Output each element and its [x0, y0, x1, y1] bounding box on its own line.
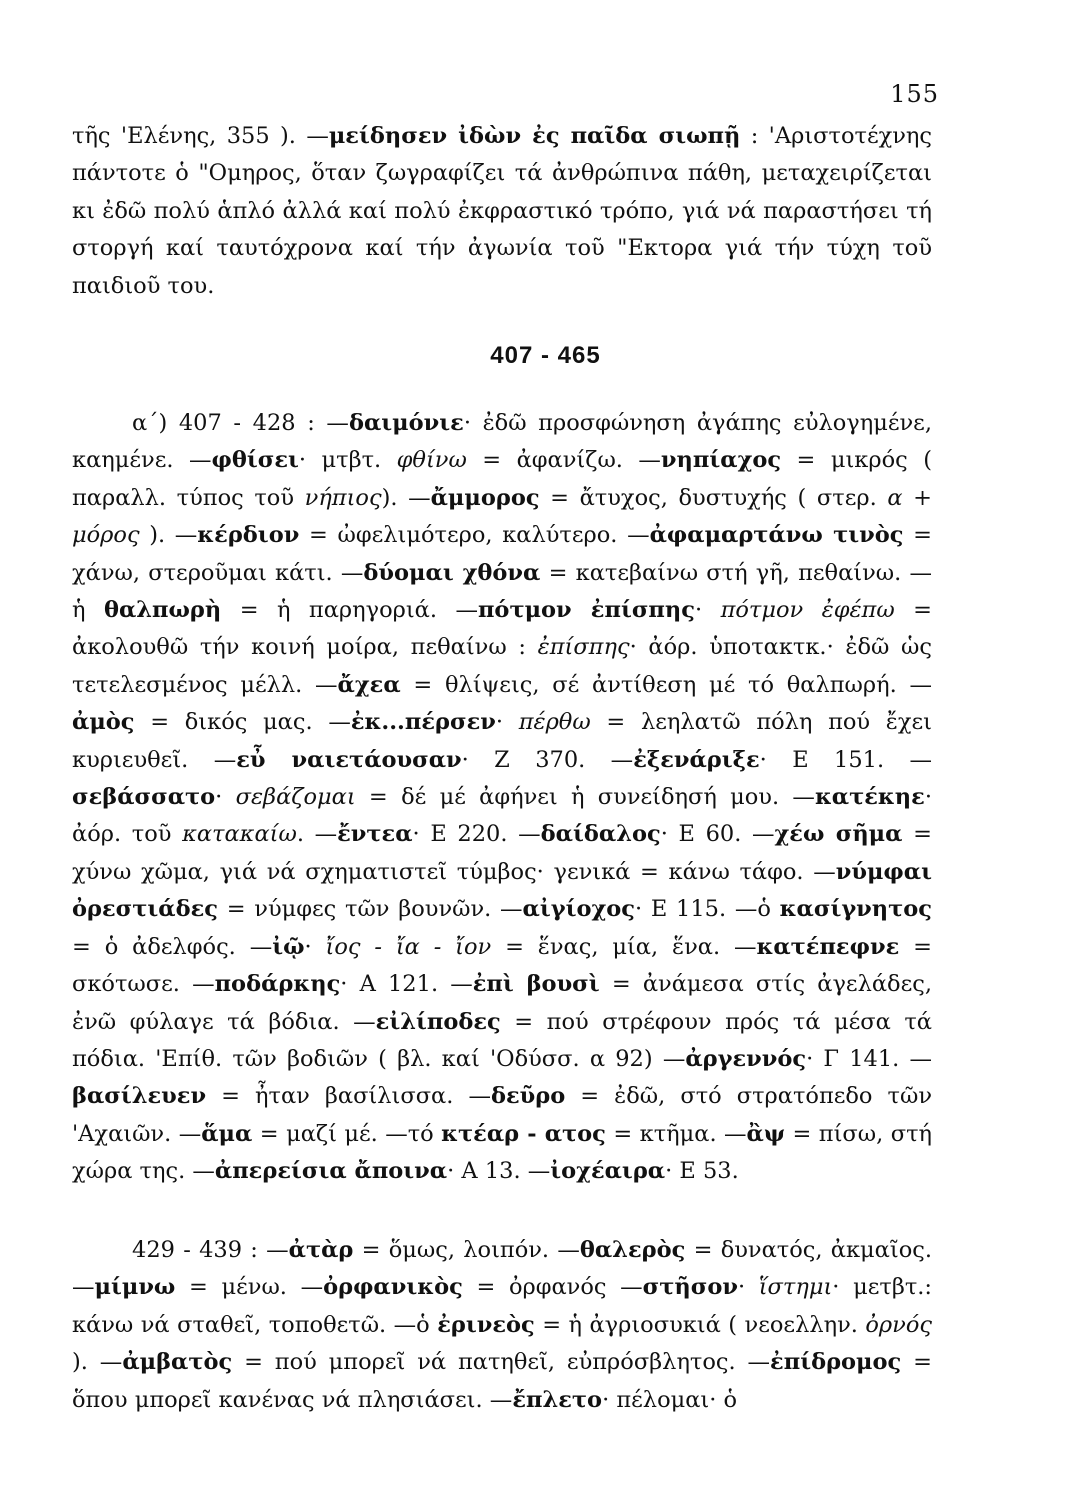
- lemma: ἐπίδρομος: [770, 1349, 902, 1376]
- lemma: νύμφαι ὀρεστιάδες: [72, 858, 932, 923]
- lemma: βασίλευεν: [72, 1083, 207, 1110]
- lemma: ἐξενάριξε: [633, 746, 760, 773]
- lemma: κατέκηε: [814, 784, 925, 811]
- text-run: · Ε 53.: [665, 1158, 739, 1185]
- italic-term: πέρθω: [518, 709, 591, 736]
- text-run: = ἡ παρηγοριά. —: [221, 597, 478, 624]
- lemma: ἀργεννός: [685, 1045, 807, 1072]
- lemma: κατέπεφνε: [756, 933, 900, 960]
- text-run: ). —: [381, 484, 431, 511]
- lemma: ἄμμορος: [430, 484, 540, 511]
- lemma: δαιμόνιε: [348, 410, 464, 436]
- text-run: τῆς 'Ελένης, 355 ). —: [72, 123, 329, 149]
- lemma: ἀτὰρ: [288, 1237, 354, 1263]
- lemma: ἔντεα: [337, 821, 413, 848]
- lemma: ἐκ...πέρσεν: [350, 709, 496, 736]
- text-run: = ἐδῶ, στό στρατόπεδο τῶν 'Αχαιῶν. —: [72, 1083, 932, 1147]
- italic-term: ἵστημι: [758, 1274, 833, 1301]
- commentary-407-428: [72, 405, 932, 1191]
- text-run: ·: [737, 1274, 759, 1301]
- text-run: α΄) 407 - 428 : —: [132, 410, 349, 436]
- italic-term: σεβάζομαι: [235, 784, 356, 811]
- text-run: = δυνατός, ἀκμαῖος. —: [72, 1237, 932, 1301]
- lemma: ἅμα: [201, 1120, 253, 1147]
- lemma: στῆσον: [642, 1274, 738, 1301]
- lemma: χέω σῆμα: [774, 821, 903, 848]
- text-run: · μετβτ.: κάνω νά σταθεῖ, τοποθετῶ. —ὁ: [72, 1274, 933, 1338]
- italic-term: α + μόρος: [72, 484, 932, 549]
- text-run: · Γ 141. —: [806, 1045, 932, 1072]
- text-run: = μικρός ( παραλλ. τύπος τοῦ: [72, 447, 932, 511]
- lemma: ἐρινεὸς: [437, 1311, 535, 1338]
- lemma: ἐπὶ βουσὶ: [472, 971, 600, 998]
- intro-text: [72, 118, 932, 305]
- text-run: = πού μπορεῖ νά πατηθεῖ, εὐπρόσβλητος. —: [232, 1349, 771, 1376]
- text-run: = ἀνάμεσα στίς ἀγελάδες, ἐνῶ φύλαγε τά βόδια. —: [72, 971, 932, 1035]
- lemma: ἀμὸς: [72, 709, 135, 736]
- italic-term: ἴος - ἴα - ἴον: [325, 933, 492, 960]
- lemma: θαλερὸς: [579, 1237, 686, 1263]
- text-run: = ἀφανίζω. —: [466, 447, 661, 474]
- text-run: = θλίψεις, σέ ἀντίθεση μέ τό θαλπωρή. —: [400, 671, 932, 698]
- text-run: ·: [694, 597, 721, 624]
- lemma: κασίγνητος: [779, 896, 932, 923]
- text-run: · ἀόρ. ὑποτακτκ.· ἐδῶ ὡς τετελεσμένος μέλλ. —: [72, 634, 933, 698]
- lemma: δεῦρο: [490, 1083, 566, 1110]
- page-number: 155: [890, 80, 939, 108]
- intro-paragraph: [72, 118, 932, 305]
- text-run: · μτβτ.: [298, 447, 397, 474]
- text-run: ). —: [72, 1349, 123, 1376]
- lemma: πότμον ἐπίσπης: [477, 597, 695, 624]
- text-run: 429 - 439 : —: [132, 1237, 289, 1263]
- lemma: ἂψ: [746, 1120, 786, 1147]
- italic-term: ὀρνός: [865, 1311, 932, 1338]
- lemma: δαίδαλος: [540, 821, 661, 848]
- text-run: = ὠφελιμότερο, καλύτερο. —: [299, 522, 650, 549]
- lemma: κτέαρ - ατος: [441, 1120, 606, 1147]
- text-run: = χύνω χῶμα, γιά νά σχηματιστεῖ τύμβος· γενικά = κάνω τάφο. —: [72, 821, 932, 885]
- text-run: ). —: [139, 522, 198, 549]
- italic-term: ἐπίσπης: [537, 634, 630, 661]
- text-run: = ἡ ἀγριοσυκιά ( νεοελλην.: [534, 1311, 866, 1338]
- text-run: = πού στρέφουν πρός τά μέσα τά πόδια. 'Επίθ. τῶν βοδιῶν ( βλ. καί 'Οδύσσ. α 92) —: [72, 1008, 932, 1072]
- text-run: ·: [304, 933, 326, 960]
- text-run: = ὀρφανός —: [462, 1274, 643, 1301]
- commentary-429-439-text: [72, 1232, 932, 1419]
- text-run: = ἕνας, μία, ἕνα. —: [491, 933, 757, 960]
- italic-term: φθίνω: [396, 447, 467, 474]
- text-run: ·: [495, 709, 519, 736]
- lemma: εἰλίποδες: [375, 1008, 501, 1035]
- lemma: δύομαι χθόνα: [363, 559, 541, 586]
- text-run: : 'Αριστοτέχνης πάντοτε ὁ "Ομηρος, ὅταν ζωγραφίζει τά ἀνθρώπινα πάθη, μεταχειρίζεται κι ἐδῶ πολύ ἁπλό ἀλλά καί πολύ ἐκφραστικό τρόπο, γιά νά παραστήσει τή στοργή καί ταυτόχρονα καί τήν ἀγωνία τοῦ "Εκτορα γιά τήν τύχη τοῦ παιδιοῦ του.: [72, 123, 932, 299]
- italic-term: πότμον ἐφέπω: [720, 597, 895, 624]
- lemma: κέρδιον: [197, 522, 300, 549]
- lemma: ἰῷ: [272, 933, 305, 960]
- lemma: μείδησεν ἰδὼν ἐς παῖδα σιωπῇ: [328, 123, 741, 149]
- text-run: = σκότωσε. —: [72, 933, 932, 998]
- text-run: · πέλομαι· ὁ: [602, 1386, 738, 1413]
- text-run: = δέ μέ ἀφήνει ἡ συνείδησή μου. —: [355, 784, 815, 811]
- text-run: · Ζ 370. —: [461, 746, 634, 773]
- lemma: ἀφαμαρτάνω τινὸς: [649, 522, 904, 549]
- lemma: ἀμβατὸς: [122, 1349, 233, 1376]
- text-run: = νύμφες τῶν βουνῶν. —: [217, 896, 523, 923]
- lemma: αἰγίοχος: [522, 896, 636, 923]
- text-run: · Ε 220. —: [412, 821, 541, 848]
- text-run: = ἄτυχος, δυστυχής ( στερ.: [539, 484, 888, 511]
- lemma: μίμνω: [94, 1274, 176, 1301]
- italic-term: νήπιος: [304, 484, 382, 511]
- text-run: = πίσω, στή χώρα της. —: [72, 1120, 932, 1185]
- lemma: εὖ ναιετάουσαν: [236, 746, 462, 773]
- text-run: . —: [296, 821, 338, 848]
- text-run: · Α 121. —: [340, 971, 473, 998]
- text-run: = μαζί μέ. —τό: [252, 1120, 442, 1147]
- text-run: = κτῆμα. —: [605, 1120, 747, 1147]
- commentary-429-439: [72, 1232, 932, 1419]
- lemma: σεβάσσατο: [72, 784, 216, 811]
- section-heading: 407 - 465: [490, 342, 601, 369]
- text-run: · Α 13. —: [447, 1158, 551, 1185]
- text-run: · ἀόρ. τοῦ: [72, 784, 932, 848]
- lemma: ἄχεα: [337, 671, 401, 698]
- text-run: = δικός μας. —: [134, 709, 351, 736]
- text-run: ·: [215, 784, 236, 811]
- text-run: = ὅμως, λοιπόν. —: [353, 1237, 580, 1263]
- text-run: · ἐδῶ προσφώνηση ἀγάπης εὐλογημένε, καημένε. —: [72, 410, 932, 474]
- text-run: = ἦταν βασίλισσα. —: [206, 1083, 491, 1110]
- text-run: · Ε 151. —: [759, 746, 932, 773]
- lemma: νηπίαχος: [660, 447, 782, 474]
- lemma: φθίσει: [211, 447, 299, 474]
- lemma: ὀρφανικὸς: [323, 1274, 463, 1301]
- text-run: = ἀκολουθῶ τήν κοινή μοίρα, πεθαίνω :: [72, 597, 932, 661]
- text-run: = κατεβαίνω στή γῆ, πεθαίνω. —ἡ: [72, 559, 932, 624]
- commentary-407-428-text: [72, 405, 932, 1191]
- italic-term: κατακαίω: [182, 821, 297, 848]
- text-run: = ὁ ἀδελφός. —: [72, 933, 273, 960]
- lemma: θαλπωρὴ: [103, 597, 222, 624]
- text-run: · Ε 115. —ὁ: [635, 896, 780, 923]
- lemma: ἰοχέαιρα: [550, 1158, 666, 1185]
- lemma: ἀπερείσια ἄποινα: [214, 1158, 448, 1185]
- text-run: = μένω. —: [175, 1274, 324, 1301]
- lemma: ἔπλετο: [512, 1386, 603, 1413]
- lemma: ποδάρκης: [214, 971, 341, 998]
- text-run: = χάνω, στεροῦμαι κάτι. —: [72, 522, 932, 586]
- text-run: · Ε 60. —: [660, 821, 775, 848]
- text-run: = λεηλατῶ πόλη πού ἔχει κυριευθεῖ. —: [72, 709, 932, 773]
- text-run: = ὅπου μπορεῖ κανένας νά πλησιάσει. —: [72, 1349, 932, 1413]
